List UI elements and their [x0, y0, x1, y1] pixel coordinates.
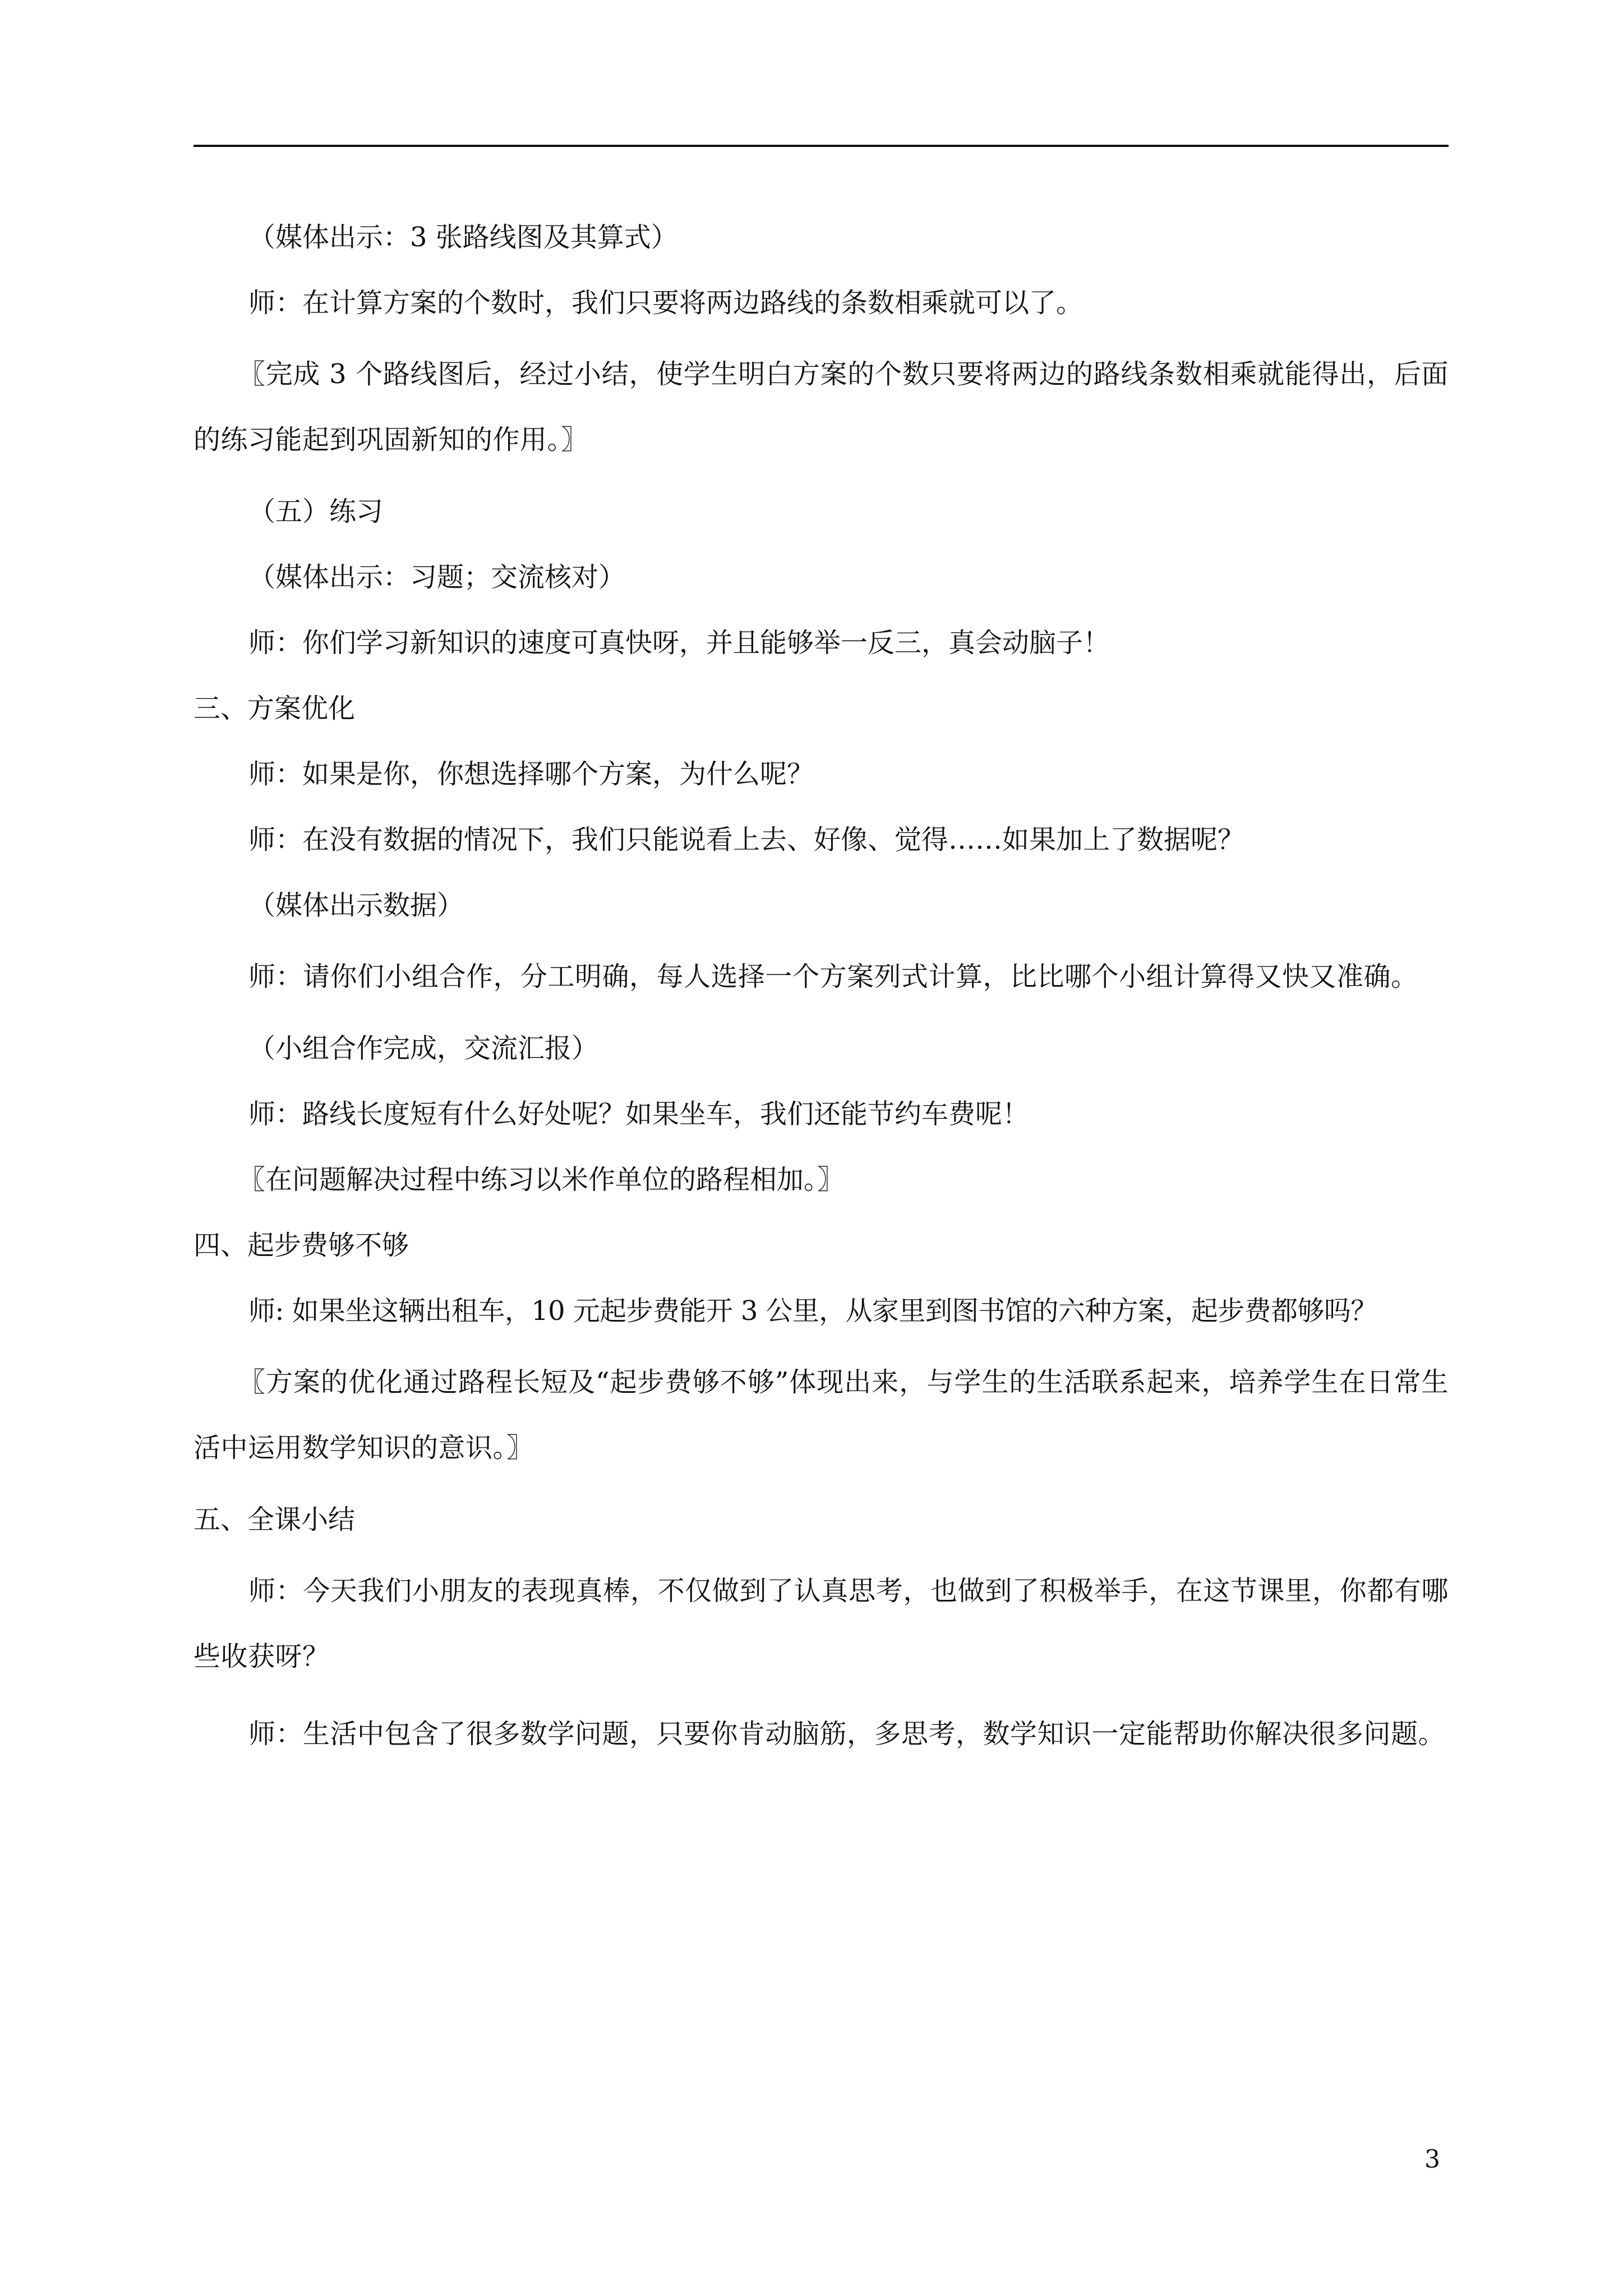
page-number: 3 [1424, 2145, 1440, 2174]
paragraph-teacher-life-math: 师：生活中包含了很多数学问题，只要你肯动脑筋，多思考，数学知识一定能帮助你解决很多问题。 [248, 1718, 1446, 1750]
section-practice: （五）练习 [248, 496, 384, 527]
paragraph-media-data: （媒体出示数据） [248, 890, 464, 921]
paragraph-teacher-calc: 师：在计算方案的个数时，我们只要将两边路线的条数相乘就可以了。 [248, 287, 1083, 319]
paragraph-note-distance: 〖在问题解决过程中练习以米作单位的路程相加。〗 [238, 1164, 845, 1195]
paragraph-media-routes: （媒体出示：3 张路线图及其算式） [248, 222, 678, 253]
paragraph-teacher-taxi: 师: 如果坐这辆出租车，10 元起步费能开 3 公里，从家里到图书馆的六种方案，起步费都够吗？ [248, 1295, 1377, 1327]
paragraph-note-optimization: 〖方案的优化通过路程长短及“起步费够不够”体现出来，与学生的生活联系起来，培养学生在日常生活中运用数学知识的意识。〗 [193, 1366, 1449, 1464]
paragraph-teacher-praise: 师：你们学习新知识的速度可真快呀，并且能够举一反三，真会动脑子！ [248, 627, 1110, 659]
paragraph-teacher-group: 师：请你们小组合作，分工明确，每人选择一个方案列式计算，比比哪个小组计算得又快又准确。 [248, 961, 1418, 992]
paragraph-note-summary: 〖完成 3 个路线图后，经过小结，使学生明白方案的个数只要将两边的路线条数相乘就能得出，后面的练习能起到巩固新知的作用。〗 [193, 358, 1449, 455]
paragraph-group-report: （小组合作完成，交流汇报） [248, 1033, 599, 1064]
paragraph-teacher-choose: 师：如果是你，你想选择哪个方案，为什么呢？ [248, 758, 814, 790]
heading-lesson-summary: 五、全课小结 [193, 1504, 356, 1535]
paragraph-media-exercise: （媒体出示：习题；交流核对） [248, 562, 626, 593]
heading-starting-fare: 四、起步费够不够 [193, 1230, 409, 1261]
header-rule [193, 145, 1449, 147]
heading-plan-optimization: 三、方案优化 [193, 693, 356, 724]
paragraph-teacher-data: 师：在没有数据的情况下，我们只能说看上去、好像、觉得……如果加上了数据呢？ [248, 824, 1245, 855]
paragraph-teacher-benefit: 师：路线长度短有什么好处呢？如果坐车，我们还能节约车费呢！ [248, 1098, 1030, 1130]
paragraph-teacher-harvest: 师：今天我们小朋友的表现真棒，不仅做到了认真思考，也做到了积极举手，在这节课里，你都有哪些收获呀？ [193, 1575, 1449, 1672]
document-body [193, 210, 1449, 1767]
